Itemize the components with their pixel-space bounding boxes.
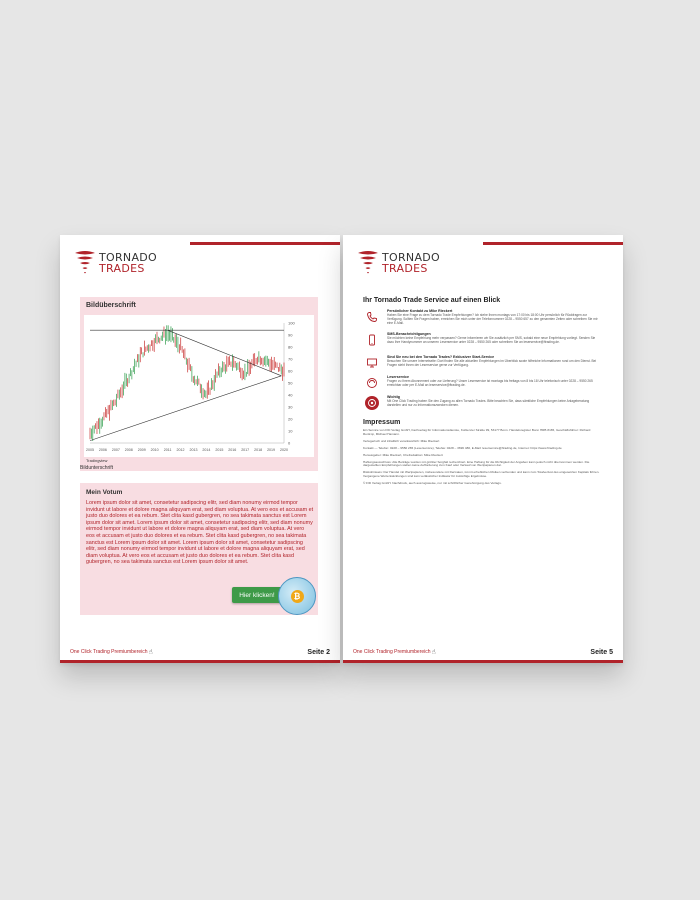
bitcoin-badge[interactable] <box>278 577 316 615</box>
service-heading: Leserservice <box>387 375 409 379</box>
brand-name <box>382 252 440 274</box>
chart-source: Tradingview <box>86 458 108 463</box>
x-tick-label: 2013 <box>189 448 198 452</box>
x-tick-label: 2018 <box>254 448 263 452</box>
service-body: Haben Sie eine Frage zu dem Tornado Trade Empfehlungen? Ich stehe Ihnen montags von 17:00 bis 18:00 Uhr persönlich für Rückfragen zur Verfügung. Sollten Sie Fragen haben, erreichen Sie mich unter der Telefonnummer 0228 – 9550 657 zu den genannten Zeiten oder schreiben Sie mir eine E-Mail. <box>387 313 598 326</box>
impressum-paragraph: Haftungsausschluss: Alle Beiträge wurden mit größter Sorgfalt recherchiert. Eine Haftung für die Richtigkeit der Angaben kann jedoch nicht übernommen werden. Die dargestellten Empfehlungen stellen keine Aufforderung zum Kauf oder Verkauf von Wertpapieren dar. <box>363 459 590 468</box>
impressum-paragraph: Ein Service von FID Verlag GmbH, Fachverlag für Informationsdienste, Koblenzer Straße 99, 53177 Bonn. Handelsregister Bonn HRB 8165, Geschäftsführer: Richard Rentrop, Michael Hamann. <box>363 428 591 436</box>
y-tick-label: 10 <box>288 428 293 434</box>
footer-left <box>70 648 153 656</box>
service-item-wichtig <box>365 395 601 410</box>
page-left <box>60 235 340 663</box>
x-tick-label: 2008 <box>124 448 133 452</box>
x-tick-label: 2019 <box>267 448 276 452</box>
x-tick-label: 2014 <box>202 448 211 452</box>
y-tick-label: 90 <box>288 332 293 338</box>
y-tick-label: 60 <box>288 368 293 374</box>
y-tick-label: 80 <box>288 344 293 350</box>
page-number: Seite 5 <box>590 648 613 656</box>
votum-title: Mein Votum <box>86 489 123 496</box>
impressum-paragraph: © FID Verlag GmbH. Nachdruck, auch auszugsweise, nur mit schriftlicher Genehmigung des Verlags. <box>363 481 502 486</box>
y-tick-label: 70 <box>288 356 293 362</box>
service-body: Mit One Click Trading haben Sie den Zugang zu allen Tornado Trades. Bitte beachten Sie, dass sämtliche Empfehlungen keine Anlageberatung darstellen und nur zu Informationszwecken dienen. <box>387 399 590 408</box>
x-tick-label: 2006 <box>98 448 107 452</box>
chart-caption: Bildunterschrift <box>80 465 114 471</box>
brand-name <box>99 252 157 274</box>
footer-text: One Click Trading Premiumbereich <box>353 649 431 655</box>
page-right <box>343 235 623 663</box>
brand-line1: TORNADO <box>99 251 158 264</box>
smartphone-icon <box>365 333 379 347</box>
price-chart <box>84 315 314 457</box>
service-item-sms <box>365 332 601 347</box>
bottom-rule <box>343 660 623 663</box>
trendline-lower <box>90 376 281 441</box>
brand-logo <box>74 250 157 276</box>
hand-cursor-icon: ☝ <box>431 649 436 656</box>
phone-icon <box>365 310 379 324</box>
service-body: Sie möchten keine Empfehlung mehr verpassen? Gerne informieren wir Sie zusätzlich per SMS, sobald eine neue Empfehlung vorliegt. Senden Sie dazu Ihre Handynummer an unseren Leserservice unter 0228 – 9550 265 oder schreiben Sie an leserservice@ftrading.de. <box>387 336 596 345</box>
service-item-start <box>365 355 601 370</box>
chart-box <box>80 297 318 471</box>
top-rule <box>483 242 623 245</box>
x-tick-label: 2016 <box>228 448 237 452</box>
x-tick-label: 2012 <box>176 448 185 452</box>
y-tick-label: 100 <box>288 320 295 326</box>
tornado-icon <box>74 250 96 276</box>
hand-cursor-icon: ☝ <box>148 649 153 656</box>
y-tick-label: 20 <box>288 416 293 422</box>
impressum-paragraph: Risikohinweis: Der Handel mit Wertpapieren, insbesondere mit Derivaten, ist mit erheblichen Risiken verbunden und kann zum Totalverlust des eingesetzten Kapitals führen. Vergangene Wertentwicklungen sind kein verlässlicher Indikator für zukünftige Ergebnisse. <box>363 470 600 479</box>
footer-text: One Click Trading Premiumbereich <box>70 649 148 655</box>
service-item-leserservice <box>365 375 601 390</box>
service-title: Ihr Tornado Trade Service auf einen Blick <box>363 297 501 304</box>
tornado-icon <box>357 250 379 276</box>
impressum-paragraph: Verlegerisch und inhaltlich verantwortlich: Mike Rieckert <box>363 438 440 443</box>
y-tick-label: 50 <box>288 380 293 386</box>
footer-left <box>353 648 436 656</box>
x-tick-label: 2017 <box>241 448 250 452</box>
votum-text: Lorem ipsum dolor sit amet, consetetur sadipscing elitr, sed diam nonumy eirmod tempor invidunt ut labore et dolore magna aliquyam erat, sed diam voluptua. At vero eos et accusam et justo duo dolores et ea rebum. Stet clita kasd gubergren, no sea takimata sanctus est Lorem ipsum dolor sit amet. Lorem ipsum dolor sit amet, consetetur sadipscing elitr, sed diam nonumy eirmod tempor invidunt ut labore et dolore magna aliquyam erat, sed diam voluptua. At vero eos et accusam et justo duo dolores et ea rebum. Stet clita kasd gubergren, no sea takimata sanctus est Lorem ipsum dolor sit amet. Lorem ipsum dolor sit amet, consetetur sadipscing elitr, sed diam nonumy eirmod tempor invidunt ut labore et dolore magna aliquyam erat, sed diam voluptua. At vero eos et accusam et justo duo dolores et ea rebum. Stet clita kasd gubergren, no sea takimata sanctus est Lorem ipsum dolor sit amet. <box>86 500 314 566</box>
x-tick-label: 2010 <box>150 448 159 452</box>
monitor-icon <box>365 356 379 370</box>
x-tick-label: 2005 <box>86 448 94 452</box>
hier-klicken-button[interactable]: Hier klicken! <box>232 587 282 603</box>
footer <box>353 645 613 659</box>
brand-line2: TRADES <box>99 262 145 275</box>
x-tick-label: 2011 <box>163 448 172 452</box>
brand-line1: TORNADO <box>382 251 441 264</box>
chart-title: Bildüberschrift <box>86 302 136 309</box>
bottom-rule <box>60 660 340 663</box>
y-tick-label: 0 <box>288 440 291 446</box>
footer <box>70 645 330 659</box>
info-icon <box>365 396 379 410</box>
service-item-contact <box>365 309 601 325</box>
top-rule <box>190 242 340 245</box>
x-tick-label: 2015 <box>215 448 224 452</box>
x-tick-label: 2020 <box>280 448 288 452</box>
service-heading: Persönlicher Kontakt zu Mike Rieckert <box>387 309 453 313</box>
service-heading: SMS-Benachrichtigungen <box>387 332 431 336</box>
brand-logo <box>357 250 440 276</box>
impressum-paragraph: Herausgeber: Mike Rieckert, Chefredaktion: Mike Rieckert <box>363 452 443 457</box>
page-number: Seite 2 <box>307 648 330 656</box>
x-tick-label: 2009 <box>137 448 146 452</box>
y-tick-label: 30 <box>288 404 293 410</box>
y-tick-label: 40 <box>288 392 293 398</box>
impressum-text <box>363 429 603 489</box>
brand-line2: TRADES <box>382 262 428 275</box>
bitcoin-icon: ₿ <box>291 590 304 603</box>
impressum-paragraph: Kontakt — Telefon: 0228 – 9550 265 (Leserservice), Telefax: 0228 – 3696 480, E-Mail: leserservice@ftrading.de, Internet: https://www.ftrading.de <box>363 445 562 450</box>
service-heading: Sind Sie neu bei den Tornado Trades? Exklusiver Start-Service <box>387 355 495 359</box>
x-tick-label: 2007 <box>111 448 120 452</box>
impressum-title: Impressum <box>363 419 401 426</box>
service-icon <box>365 376 379 390</box>
service-body: Fragen zu Ihrem Abonnement oder zur Lieferung? Unser Leserservice ist montags bis freitags von 8 bis 18 Uhr telefonisch unter 0228 – 9550 265 erreichbar oder per E-Mail an leserservice@ftrading.de. <box>387 379 593 388</box>
chart-area <box>84 315 314 457</box>
service-body: Besuchen Sie unsere Internetseite: Dort finden Sie alle aktuellen Empfehlungen im Überblick sowie hilfreiche Informationen rund um den Dienst. Bei Fragen steht Ihnen der Leserservice gerne zur Verfügung. <box>387 359 597 368</box>
service-heading: Wichtig <box>387 395 400 399</box>
